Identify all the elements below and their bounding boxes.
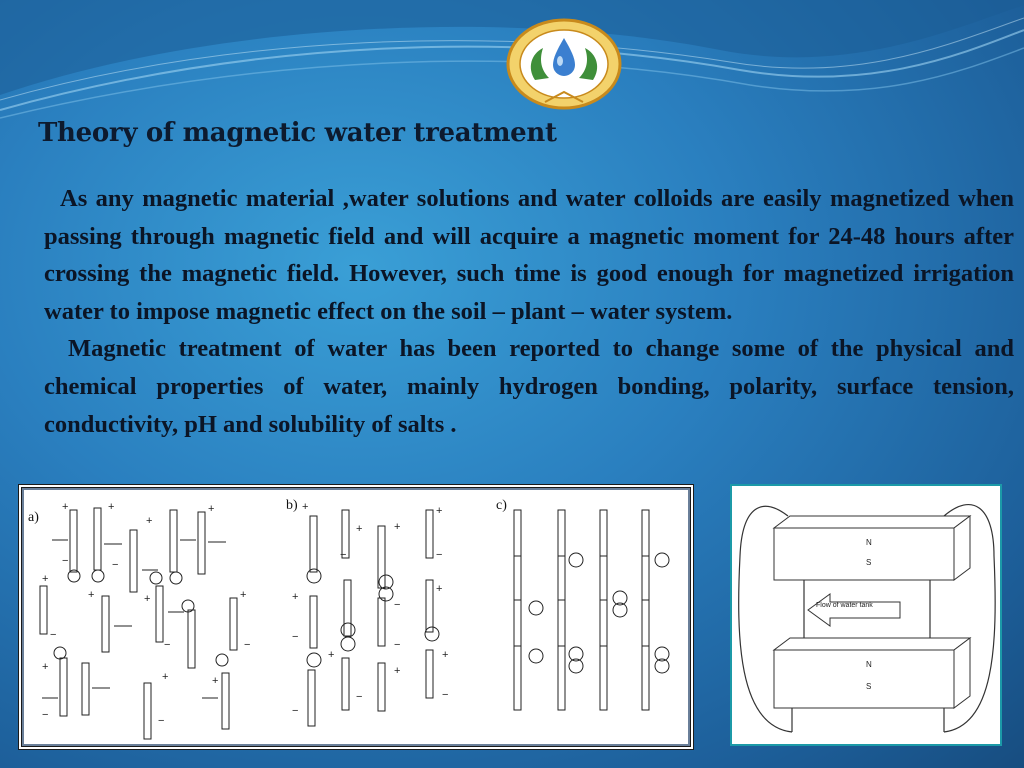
svg-text:+: + bbox=[356, 523, 363, 535]
svg-text:−: − bbox=[394, 639, 401, 651]
svg-text:+: + bbox=[442, 649, 449, 661]
svg-text:−: − bbox=[42, 709, 49, 721]
svg-text:−: − bbox=[436, 549, 443, 561]
flow-arrow-label: Flow of water tank bbox=[816, 602, 873, 609]
svg-text:+: + bbox=[394, 521, 401, 533]
svg-text:+: + bbox=[108, 501, 115, 513]
svg-text:+: + bbox=[292, 591, 299, 603]
panel-label-b: b) bbox=[286, 498, 298, 513]
svg-text:+: + bbox=[436, 505, 443, 517]
svg-text:+: + bbox=[146, 515, 153, 527]
svg-text:+: + bbox=[42, 661, 49, 673]
dipole-figure bbox=[18, 484, 694, 750]
svg-text:+: + bbox=[328, 649, 335, 661]
magnet-figure bbox=[730, 484, 1002, 746]
body-text bbox=[44, 180, 1014, 443]
svg-text:−: − bbox=[62, 555, 69, 567]
svg-text:−: − bbox=[394, 599, 401, 611]
svg-text:+: + bbox=[88, 589, 95, 601]
slide-title: Theory of magnetic water treatment bbox=[38, 118, 557, 148]
panel-label-c: c) bbox=[496, 498, 507, 513]
dipole-diagram bbox=[22, 488, 690, 746]
svg-text:−: − bbox=[356, 691, 363, 703]
college-seal-icon bbox=[505, 18, 623, 112]
paragraph-2: Magnetic treatment of water has been reported to change some of the physical and chemical properties of water, mainly hydrogen bonding, polarity, surface tension, conductivity, pH and solubility of salts . bbox=[44, 335, 1014, 438]
svg-text:+: + bbox=[42, 573, 49, 585]
pole-label-bottom-n: N bbox=[866, 660, 872, 669]
pole-label-top-s: S bbox=[866, 558, 872, 567]
svg-text:−: − bbox=[292, 631, 299, 643]
magnet-diagram bbox=[732, 486, 1000, 744]
svg-text:−: − bbox=[164, 639, 171, 651]
svg-text:−: − bbox=[442, 689, 449, 701]
svg-text:−: − bbox=[50, 629, 57, 641]
svg-text:−: − bbox=[158, 715, 165, 727]
panel-label-a: a) bbox=[28, 510, 39, 525]
svg-text:+: + bbox=[436, 583, 443, 595]
svg-text:+: + bbox=[212, 675, 219, 687]
paragraph-1: As any magnetic material ,water solutions and water colloids are easily magnetized when passing through magnetic field and will acquire a magnetic moment for 24-48 hours after crossing the magnetic field. However, such time is good enough for magnetized irrigation water to impose magnetic effect on the soil – plant – water system. bbox=[44, 185, 1014, 325]
svg-text:−: − bbox=[292, 705, 299, 717]
svg-text:+: + bbox=[208, 503, 215, 515]
pole-label-top-n: N bbox=[866, 538, 872, 547]
svg-text:+: + bbox=[394, 665, 401, 677]
svg-text:+: + bbox=[162, 671, 169, 683]
svg-text:−: − bbox=[244, 639, 251, 651]
svg-text:+: + bbox=[62, 501, 69, 513]
college-logo bbox=[505, 18, 623, 112]
pole-label-bottom-s: S bbox=[866, 682, 872, 691]
svg-text:−: − bbox=[112, 559, 119, 571]
svg-text:+: + bbox=[144, 593, 151, 605]
svg-text:+: + bbox=[240, 589, 247, 601]
svg-text:−: − bbox=[340, 549, 347, 561]
svg-text:+: + bbox=[302, 501, 309, 513]
